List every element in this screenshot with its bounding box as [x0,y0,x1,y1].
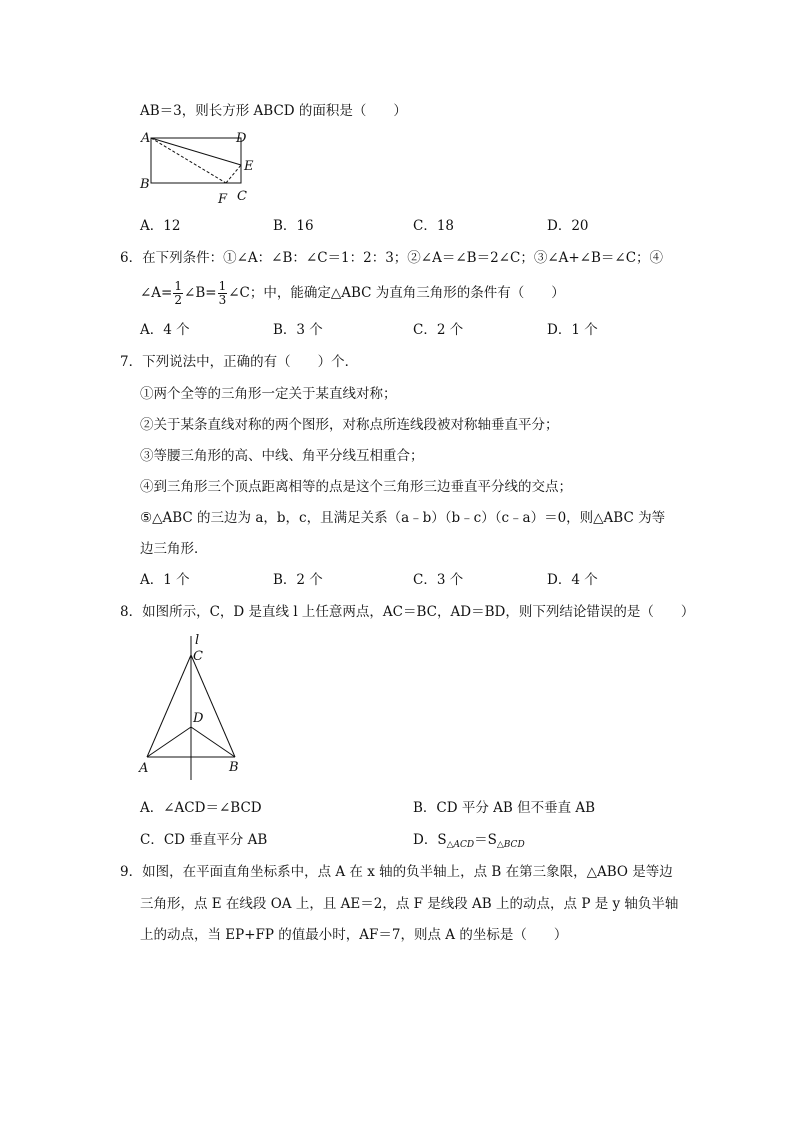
q7-item-4: ④到三角形三个顶点距离相等的点是这个三角形三边垂直平分线的交点； [140,479,572,495]
q5-option-b: B．16 [273,218,314,234]
q8-option-b: B．CD 平分 AB 但不垂直 AB [413,800,596,816]
q5-stem-tail: AB＝3，则长方形 ABCD 的面积是（ ） [140,103,407,119]
q6-option-b: B．3 个 [273,322,323,338]
label-d: D [236,131,247,146]
label-d: D [193,711,204,726]
label-f: F [218,192,228,207]
label-c: C [193,649,203,664]
segment-ae [151,138,241,165]
q6-fraction-half: $\frac{1}{2}$ [174,279,183,307]
q6-option-d: D．1 个 [547,322,598,338]
segment-fe-dashed [226,165,241,183]
q6-option-c: C．2 个 [413,322,464,338]
q8-kite-figure [134,630,254,780]
label-b: B [229,760,239,775]
q6-angle-c-rest: ∠C；中，能确定△ABC 为直角三角形的条件有（ ） [228,285,565,301]
q5-option-d: D．20 [547,218,589,234]
q7-option-d: D．4 个 [547,572,598,588]
label-a: A [139,761,149,776]
label-a: A [141,131,151,146]
label-l: l [195,633,200,648]
q9-stem-line3: 上的动点，当 EP+FP 的值最小时，AF＝7，则点 A 的坐标是（ ） [140,927,568,943]
q8-option-a: A．∠ACD＝∠BCD [140,800,262,816]
label-c: C [237,189,247,204]
q7-stem: 7．下列说法中，正确的有（ ）个． [120,354,359,370]
q7-option-a: A．1 个 [140,572,190,588]
q7-item-2: ②关于某条直线对称的两个图形，对称点所连线段被对称轴垂直平分； [140,417,559,433]
q7-option-c: C．3 个 [413,572,464,588]
q6-angle-a: ∠A= [140,285,173,301]
q9-stem-line1: 9．如图，在平面直角坐标系中，点 A 在 x 轴的负半轴上，点 B 在第三象限，△ABO 是等边 [120,864,673,880]
q8-stem: 8．如图所示，C，D 是直线 l 上任意两点，AC＝BC，AD＝BD，则下列结论错误的是（ ） [120,604,695,620]
q7-option-b: B．2 个 [273,572,323,588]
q5-option-c: C．18 [413,218,455,234]
q7-item-3: ③等腰三角形的高、中线、角平分线互相重合； [140,448,424,464]
q7-item-5-cont: 边三角形． [140,541,208,557]
label-b: B [140,177,150,192]
q7-item-5: ⑤△ABC 的三边为 a，b，c，且满足关系（a﹣b）（b﹣c）（c﹣a）＝0，则△ABC 为等 [140,510,666,526]
q6-option-a: A．4 个 [140,322,190,338]
q8-option-c: C．CD 垂直平分 AB [140,832,268,848]
q5-rectangle-figure [134,128,264,208]
q5-option-a: A．12 [140,218,181,234]
q6-fraction-third: $\frac{1}{3}$ [218,279,227,307]
q7-item-1: ①两个全等的三角形一定关于某直线对称； [140,386,397,402]
q8-option-d: D．$S_{\triangle ACD}=S_{\triangle BCD}$ [413,832,525,850]
q6-angle-b: ∠B= [184,285,217,301]
q9-stem-line2: 三角形，点 E 在线段 OA 上，且 AE＝2，点 F 是线段 AB 上的动点，点 P 是 y 轴负半轴 [140,896,679,912]
q6-stem-line1: 6．在下列条件：①∠A：∠B：∠C＝1：2：3；②∠A＝∠B＝2∠C；③∠A+∠B＝∠C；④ [120,250,664,266]
segment-af-dashed [151,138,226,183]
q6-stem-line2 [140,278,565,308]
label-e: E [244,159,254,174]
